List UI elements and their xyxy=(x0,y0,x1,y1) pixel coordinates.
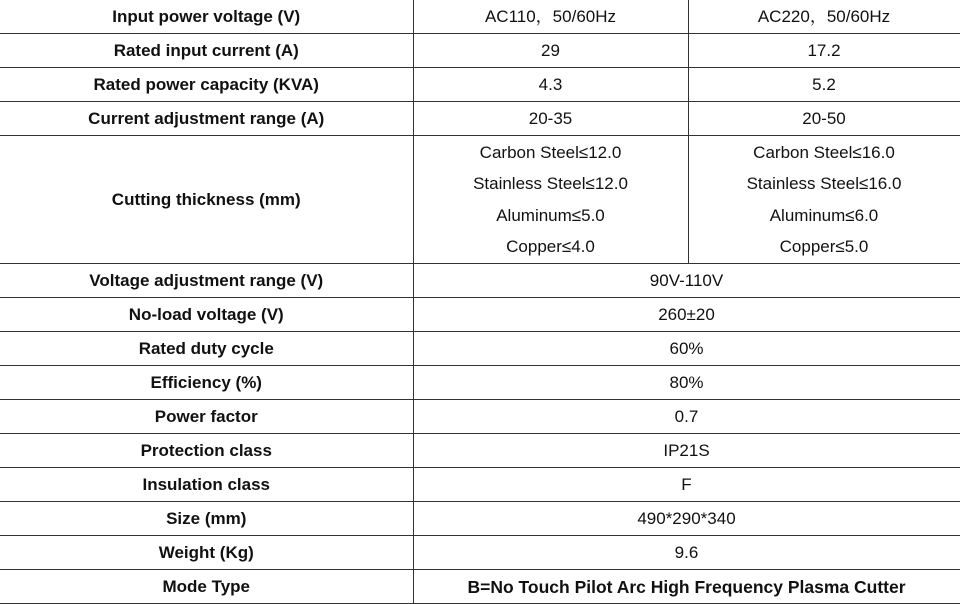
row-label: Rated power capacity (KVA) xyxy=(0,68,413,102)
row-label: Weight (Kg) xyxy=(0,536,413,570)
row-value-220v: 5.2 xyxy=(688,68,960,102)
row-value-220v: AC220，50/60Hz xyxy=(688,0,960,34)
row-label: Voltage adjustment range (V) xyxy=(0,264,413,298)
row-label: No-load voltage (V) xyxy=(0,298,413,332)
row-value-220v: 20-50 xyxy=(688,102,960,136)
row-label: Cutting thickness (mm) xyxy=(0,136,413,264)
row-label: Current adjustment range (A) xyxy=(0,102,413,136)
table-row xyxy=(0,102,960,136)
row-value-110v: 29 xyxy=(413,34,688,68)
thickness-item: Stainless Steel≤12.0 xyxy=(473,174,628,193)
row-label: Input power voltage (V) xyxy=(0,0,413,34)
thickness-item: Copper≤5.0 xyxy=(779,237,869,256)
table-row xyxy=(0,298,960,332)
row-value: 260±20 xyxy=(413,298,960,332)
thickness-item: Aluminum≤5.0 xyxy=(496,205,605,225)
table-row xyxy=(0,400,960,434)
row-value: 490*290*340 xyxy=(413,502,960,536)
table-row xyxy=(0,434,960,468)
row-label: Rated input current (A) xyxy=(0,34,413,68)
table-row xyxy=(0,0,960,34)
mode-type-value: B=No Touch Pilot Arc High Frequency Plasma Cutter xyxy=(413,570,960,604)
table-row xyxy=(0,34,960,68)
row-label: Mode Type xyxy=(0,570,413,604)
table-row xyxy=(0,332,960,366)
row-label: Efficiency (%) xyxy=(0,366,413,400)
row-value-220v: 17.2 xyxy=(688,34,960,68)
row-value-110v: 20-35 xyxy=(413,102,688,136)
table-row xyxy=(0,366,960,400)
table-row xyxy=(0,68,960,102)
thickness-item: Aluminum≤6.0 xyxy=(769,205,879,225)
row-value-110v: AC110，50/60Hz xyxy=(413,0,688,34)
row-label: Insulation class xyxy=(0,468,413,502)
row-value: IP21S xyxy=(413,434,960,468)
row-value: 0.7 xyxy=(413,400,960,434)
table-row-mode-type xyxy=(0,570,960,604)
row-label: Rated duty cycle xyxy=(0,332,413,366)
cutting-thickness-220v xyxy=(688,136,960,264)
table-row xyxy=(0,536,960,570)
row-label: Size (mm) xyxy=(0,502,413,536)
row-value: 80% xyxy=(413,366,960,400)
row-label: Power factor xyxy=(0,400,413,434)
row-value-110v: 4.3 xyxy=(413,68,688,102)
table-row xyxy=(0,468,960,502)
row-label: Protection class xyxy=(0,434,413,468)
thickness-item: Carbon Steel≤12.0 xyxy=(479,142,622,162)
row-value: F xyxy=(413,468,960,502)
cutting-thickness-110v xyxy=(413,136,688,264)
row-value: 90V-110V xyxy=(413,264,960,298)
table-row xyxy=(0,502,960,536)
thickness-item: Carbon Steel≤16.0 xyxy=(753,142,895,162)
row-value: 9.6 xyxy=(413,536,960,570)
table-row xyxy=(0,264,960,298)
table-row-cutting-thickness xyxy=(0,136,960,264)
row-value: 60% xyxy=(413,332,960,366)
thickness-item: Copper≤4.0 xyxy=(506,237,595,256)
thickness-item: Stainless Steel≤16.0 xyxy=(746,174,902,193)
